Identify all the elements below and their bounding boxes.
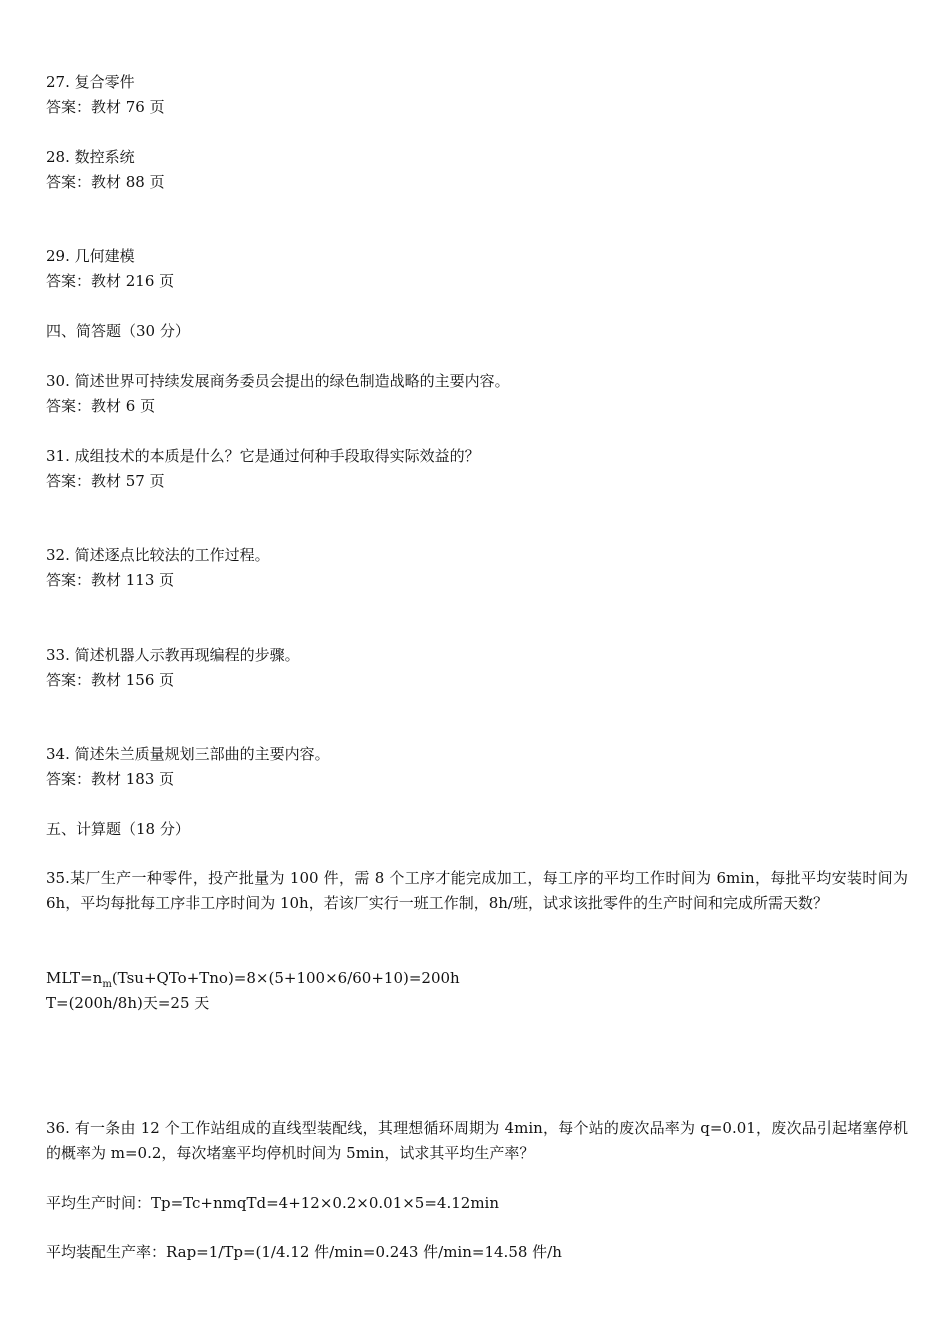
answer-33: 答案：教材 156 页: [46, 671, 175, 689]
formula-mlt-subscript: m: [102, 979, 112, 990]
section-heading-short-answer: 四、简答题（30 分）: [46, 322, 190, 340]
question-35: 35.某厂生产一种零件，投产批量为 100 件，需 8 个工序才能完成加工，每工序的平均工作时间为 6min，每批平均安装时间为 6h，平均每批每工序非工序时间为 10h，若该厂实行一班工作制，8h/班，试求该批零件的生产时间和完成所需天数？: [46, 869, 908, 912]
section-heading-calculation: 五、计算题（18 分）: [46, 820, 190, 838]
answer-30: 答案：教材 6 页: [46, 397, 156, 415]
answer-28: 答案：教材 88 页: [46, 173, 165, 191]
answer-31: 答案：教材 57 页: [46, 472, 165, 490]
formula-mlt-prefix: MLT=n: [46, 969, 103, 987]
formula-tp: 平均生产时间：Tp=Tc+nmqTd=4+12×0.2×0.01×5=4.12min: [46, 1194, 499, 1212]
formula-days: T=(200h/8h)天=25 天: [46, 994, 210, 1012]
question-32: 32. 简述逐点比较法的工作过程。: [46, 546, 270, 564]
question-36: 36. 有一条由 12 个工作站组成的直线型装配线，其理想循环周期为 4min，每个站的废次品率为 q=0.01，废次品引起堵塞停机的概率为 m=0.2，每次堵塞平均停机时间为 5min，试求其平均生产率？: [46, 1119, 908, 1162]
answer-27: 答案：教材 76 页: [46, 98, 165, 116]
answer-34: 答案：教材 183 页: [46, 770, 175, 788]
question-29: 29. 几何建模: [46, 247, 135, 265]
question-34: 34. 简述朱兰质量规划三部曲的主要内容。: [46, 745, 330, 763]
question-28: 28. 数控系统: [46, 148, 135, 166]
question-33: 33. 简述机器人示教再现编程的步骤。: [46, 646, 300, 664]
question-27: 27. 复合零件: [46, 73, 135, 91]
answer-32: 答案：教材 113 页: [46, 571, 175, 589]
formula-mlt-rest: (Tsu+QTo+Tno)=8×(5+100×6/60+10)=200h: [111, 969, 460, 987]
formula-rap: 平均装配生产率：Rap=1/Tp=(1/4.12 件/min=0.243 件/min=14.58 件/h: [46, 1243, 562, 1261]
question-30: 30. 简述世界可持续发展商务委员会提出的绿色制造战略的主要内容。: [46, 372, 510, 390]
formula-mlt: [46, 968, 460, 995]
question-31: 31. 成组技术的本质是什么？它是通过何种手段取得实际效益的？: [46, 447, 480, 465]
answer-29: 答案：教材 216 页: [46, 272, 175, 290]
